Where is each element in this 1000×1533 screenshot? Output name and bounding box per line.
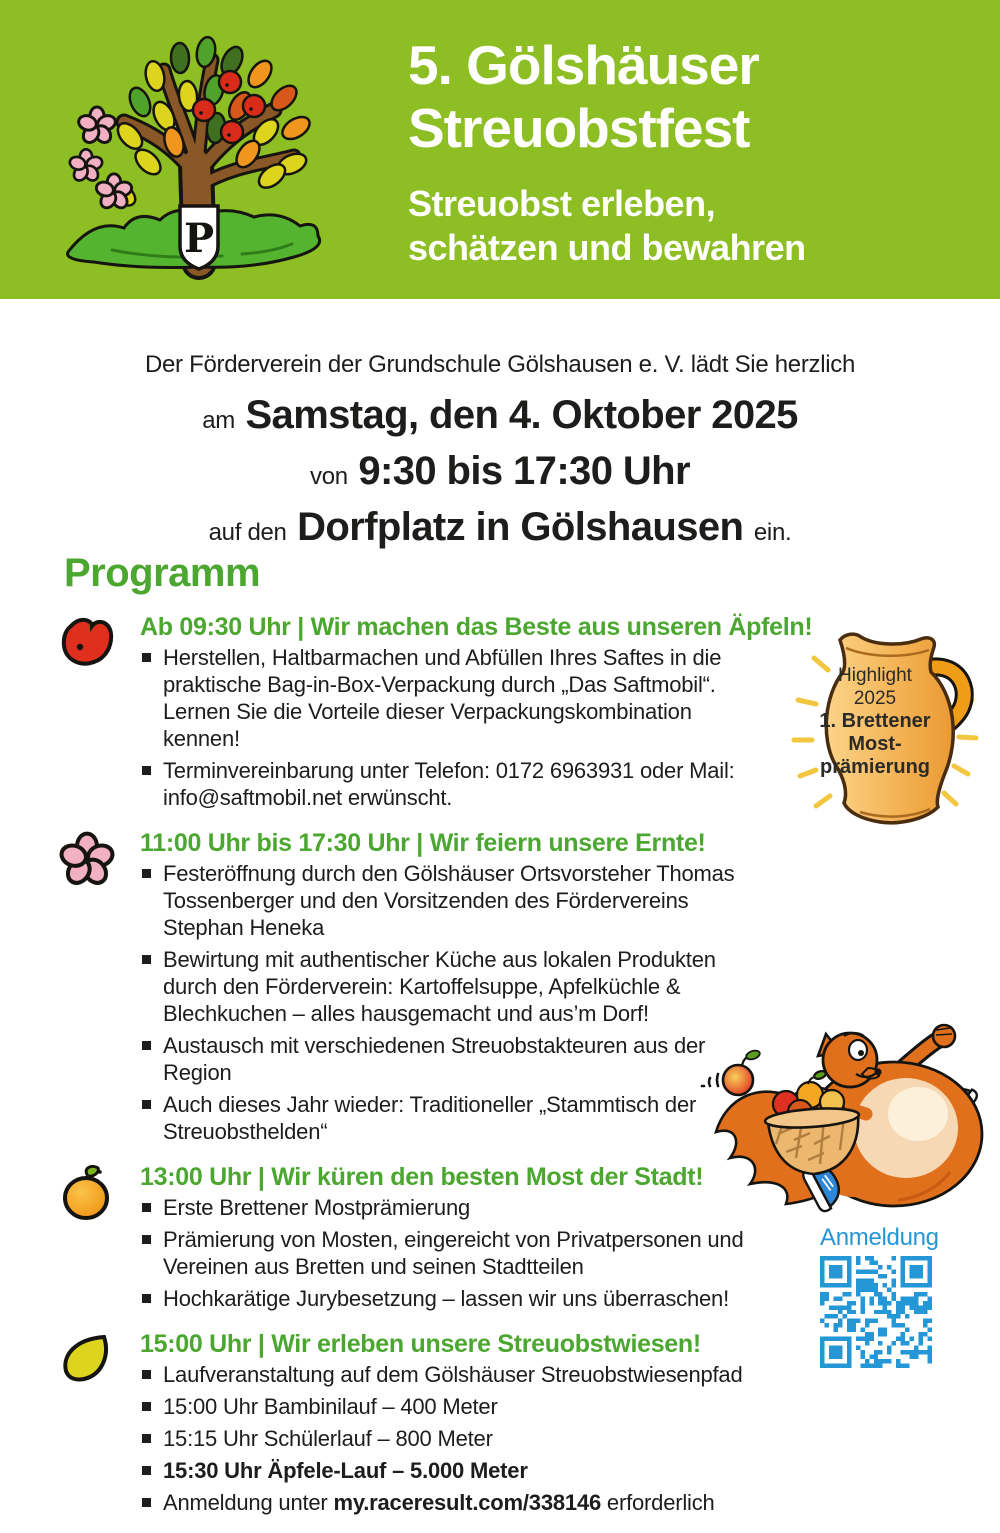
bullet-item [140, 1361, 772, 1388]
shield-letter: P [183, 215, 215, 262]
bullet-text: 15:00 Uhr Bambinilauf – 400 Meter [163, 1394, 498, 1419]
header-title-block [408, 34, 806, 270]
bullet-text: 15:15 Uhr Schülerlauf – 800 Meter [163, 1426, 493, 1451]
bullet-item [140, 1091, 772, 1145]
bullet-text: Laufveranstaltung auf dem Gölshäuser Streuobstwiesenpfad [163, 1362, 743, 1387]
section-title: 15:00 Uhr | Wir erleben unsere Streuobstwiesen! [140, 1330, 701, 1358]
section-title: Ab 09:30 Uhr | Wir machen das Beste aus unseren Äpfeln! [140, 613, 813, 641]
event-location: Dorfplatz in Gölshausen [297, 505, 744, 549]
registration-block [820, 1224, 940, 1368]
bullet-text: Herstellen, Haltbarmachen und Abfüllen Ihres Saftes in die praktische Bag-in-Box-Verpackung durch „Das Saftmobil“. Lernen Sie die Vorteile dieser Verpackungskombination kennen! [163, 645, 722, 751]
event-date-line [0, 390, 1000, 446]
event-title-line2: Streuobstfest [408, 97, 750, 159]
section-content [140, 1329, 772, 1521]
bullet-item [140, 1285, 772, 1312]
location-suffix: ein. [753, 519, 792, 546]
orchard-tree-illustration [52, 14, 342, 294]
event-time: 9:30 bis 17:30 Uhr [358, 449, 690, 493]
squirrel-icon [698, 1022, 994, 1222]
section-icon-col [58, 1329, 120, 1394]
bullet-square-icon [142, 1235, 151, 1244]
badge-line: 2025 [853, 688, 897, 709]
event-subtitle-line2: schätzen und bewahren [408, 227, 806, 268]
bullet-square-icon [142, 1466, 151, 1475]
program-heading: Programm [64, 551, 261, 595]
bullet-square-icon [142, 1402, 151, 1411]
bullet-item [140, 1393, 772, 1420]
bullet-square-icon [142, 1434, 151, 1443]
bullet-square-icon [142, 1203, 151, 1212]
bullet-item [140, 1194, 772, 1221]
bullet-item [140, 1489, 772, 1516]
bullet-square-icon [142, 1100, 151, 1109]
bullet-item [140, 1425, 772, 1452]
registration-label: Anmeldung [820, 1224, 939, 1251]
section-bullets [140, 1194, 772, 1312]
bullet-square-icon [142, 653, 151, 662]
section-content [140, 612, 813, 816]
bullet-square-icon [142, 1370, 151, 1379]
orange-apple-icon [58, 1164, 116, 1222]
section-content [140, 828, 772, 1150]
bullet-text: Hochkarätige Jurybesetzung – lassen wir uns überraschen! [163, 1286, 729, 1311]
yellow-leaf-icon [58, 1331, 116, 1389]
bullet-item [140, 860, 772, 941]
bullet-square-icon [142, 1294, 151, 1303]
section-icon-col [58, 828, 120, 893]
event-date: Samstag, den 4. Oktober 2025 [245, 393, 798, 437]
header-banner [0, 0, 1000, 299]
bullet-square-icon [142, 1041, 151, 1050]
event-subtitle-line1: Streuobst erleben, [408, 183, 716, 224]
bullet-text: Bewirtung mit authentischer Küche aus lokalen Produkten durch den Förderverein: Kartoffelsuppe, Apfelküchle & Blechkuchen – alles hausgemacht und aus’m Dorf! [163, 947, 716, 1026]
highlight-badge-text [814, 664, 936, 779]
bullet-item [140, 644, 772, 752]
bullet-item [140, 1457, 772, 1484]
section-title: 11:00 Uhr bis 17:30 Uhr | Wir feiern unsere Ernte! [140, 829, 706, 857]
bullet-square-icon [142, 1498, 151, 1507]
bullet-text: 15:30 Uhr Äpfele-Lauf – 5.000 Meter [163, 1458, 528, 1483]
badge-line-bold: 1. Brettener [819, 710, 931, 732]
bullet-square-icon [142, 869, 151, 878]
red-apple-icon [58, 614, 116, 672]
invitation-line: Der Förderverein der Grundschule Gölshausen e. V. lädt Sie herzlich [144, 351, 856, 378]
badge-line-bold: Most- [848, 733, 902, 755]
section-bullets [140, 644, 772, 811]
running-squirrel-illustration [698, 1022, 994, 1222]
bullet-text: Anmeldung unter my.raceresult.com/338146 erforderlich [163, 1490, 715, 1515]
badge-line-bold: prämierung [819, 756, 931, 778]
bullet-square-icon [142, 766, 151, 775]
badge-line: Highlight [838, 665, 912, 686]
bullet-text: Festeröffnung durch den Gölshäuser Ortsvorsteher Thomas Tossenberger und den Vorsitzenden des Fördervereins Stephan Heneka [163, 861, 735, 940]
bullet-text: Terminvereinbarung unter Telefon: 0172 6963931 oder Mail: info@saftmobil.net erwünscht. [163, 758, 735, 810]
section-title: 13:00 Uhr | Wir küren den besten Most der Stadt! [140, 1163, 704, 1191]
event-time-line [0, 446, 1000, 502]
event-subtitle [408, 182, 806, 270]
bullet-square-icon [142, 955, 151, 964]
bullet-item [140, 946, 772, 1027]
event-location-line [0, 502, 1000, 558]
bullet-text: Auch dieses Jahr wieder: Traditioneller „Stammtisch der Streuobsthelden“ [163, 1092, 697, 1144]
section-bullets [140, 1361, 772, 1516]
bullet-text: Austausch mit verschiedenen Streuobstakteuren aus der Region [163, 1033, 706, 1085]
bullet-item [140, 1226, 772, 1280]
section-content [140, 1162, 772, 1317]
bullet-text: Prämierung von Mosten, eingereicht von Privatpersonen und Vereinen aus Bretten und seinen Stadtteilen [163, 1227, 744, 1279]
date-prefix: am [202, 407, 235, 434]
section-icon-col [58, 612, 120, 677]
event-title-line1: 5. Gölshäuser [408, 34, 759, 96]
blossom-icon [58, 830, 116, 888]
section-icon-col [58, 1162, 120, 1227]
section-bullets [140, 860, 772, 1145]
location-prefix: auf den [208, 519, 287, 546]
time-prefix: von [310, 463, 348, 490]
bullet-item [140, 1032, 772, 1086]
invitation-text [0, 348, 1000, 558]
bullet-text: Erste Brettener Mostprämierung [163, 1195, 471, 1220]
qr-code [820, 1256, 932, 1368]
highlight-jug-badge [788, 608, 978, 833]
bullet-item [140, 757, 772, 811]
